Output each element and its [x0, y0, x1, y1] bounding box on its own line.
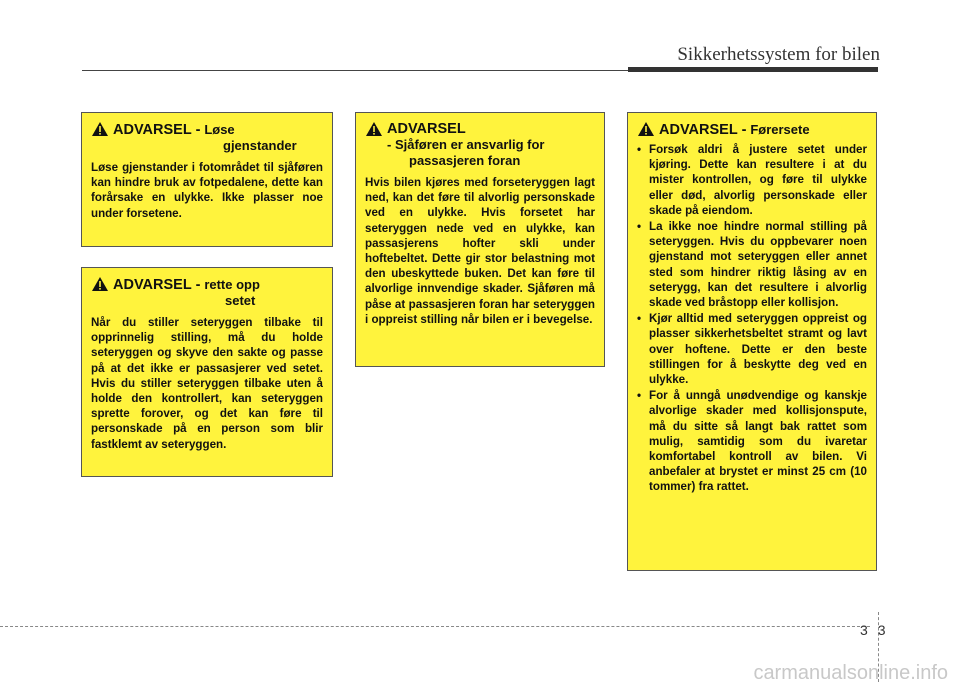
warning-label: ADVARSEL: [113, 122, 192, 138]
warning-heading: [637, 121, 867, 138]
warning-heading: [91, 121, 323, 154]
warning-triangle-icon: [637, 121, 655, 137]
header-divider: [82, 70, 630, 71]
warning-subtitle: rette opp: [204, 277, 260, 292]
warning-box-seatback: [81, 267, 333, 477]
warning-triangle-icon: [91, 276, 109, 292]
warning-label: ADVARSEL: [659, 122, 738, 138]
warning-dash: -: [741, 122, 747, 138]
watermark: carmanualsonline.info: [753, 662, 948, 684]
warning-body: Løse gjenstander i fotområdet til sjåføren kan hindre bruk av fotpedalene, dette kan forårsake en ulykke. Ikke plasser noe under forsetene.: [91, 161, 323, 220]
warning-subtitle: Førersete: [750, 122, 810, 137]
warning-bullet: • La ikke noe hindre normal stilling på seteryggen. Hvis du oppbevarer noen gjenstand mot seteryggen eller annet sted som hindrer riktig låsing av en seterygg, kan det resultere i alvorlig skade ved bråstopp eller kollisjon.: [637, 219, 867, 310]
warning-bullet: • Forsøk aldri å justere setet under kjøring. Dette kan resultere i at du mister kontrollen, og føre til ulykke eller død, alvorlig personskade eller skade på eiendom.: [637, 142, 867, 218]
warning-bullet-list: [637, 142, 867, 495]
warning-label: ADVARSEL: [113, 277, 192, 293]
warning-body: Hvis bilen kjøres med forseteryggen lagt ned, kan det føre til alvorlig personskade ved en ulykke. Hvis forsetet har seteryggen nede ved en ulykke, kan passasjerens hofter skli under hoftebeltet. Dette gir stor belastning mot den ubeskyttede buken. Det kan føre til alvorlige innvendige skader. Sjåføren må påse at passasjeren foran har seteryggen i oppreist stilling når bilen er i bevegelse.: [365, 176, 595, 326]
warning-triangle-icon: [365, 121, 383, 137]
footer-divider: [0, 626, 870, 627]
warning-box-drivers-seat: [627, 112, 877, 571]
warning-body: Når du stiller seteryggen tilbake til opprinnelig stilling, må du holde seteryggen og skyve den sakte og passe på at det ikke er passasjerer ved setet. Hvis du stiller seteryggen tilbake uten å holde den kontrollert, kan seteryggen sprette forover, og det kan føre til personskade på en person som blir fastklemt av seteryggen.: [91, 316, 323, 451]
warning-triangle-icon: [91, 121, 109, 137]
warning-bullet: • For å unngå unødvendige og kanskje alvorlige skader med kollisjonspute, må du sitte så langt bak rattet som mulig, samtidig som du ivaretar komfortabel kontroll av bilen. Vi anbefaler at brystet er minst 25 cm (10 tommer) fra rattet.: [637, 388, 867, 494]
warning-dash: -: [195, 277, 201, 293]
warning-bullet: • Kjør alltid med seteryggen oppreist og plasser sikkerhetsbeltet stramt og lavt over hoftene. Dette er den beste stillingen for å beskytte deg ved en ulykke.: [637, 311, 867, 387]
header-divider-accent: [628, 67, 878, 72]
warning-subtitle: Løse: [204, 122, 235, 137]
warning-heading: [91, 276, 323, 309]
warning-subtitle-cont: gjenstander: [223, 138, 297, 153]
page-number: 3 3: [860, 622, 886, 638]
warning-box-loose-objects: [81, 112, 333, 247]
warning-label: ADVARSEL: [387, 121, 466, 137]
warning-heading: [365, 121, 595, 169]
warning-subtitle-cont: setet: [225, 293, 256, 308]
page-header-title: Sikkerhetssystem for bilen: [677, 44, 880, 65]
warning-subtitle-cont: passasjeren foran: [409, 153, 521, 168]
warning-box-driver-responsible: [355, 112, 605, 367]
warning-subtitle: - Sjåføren er ansvarlig for: [387, 137, 545, 152]
warning-dash: -: [195, 122, 201, 138]
